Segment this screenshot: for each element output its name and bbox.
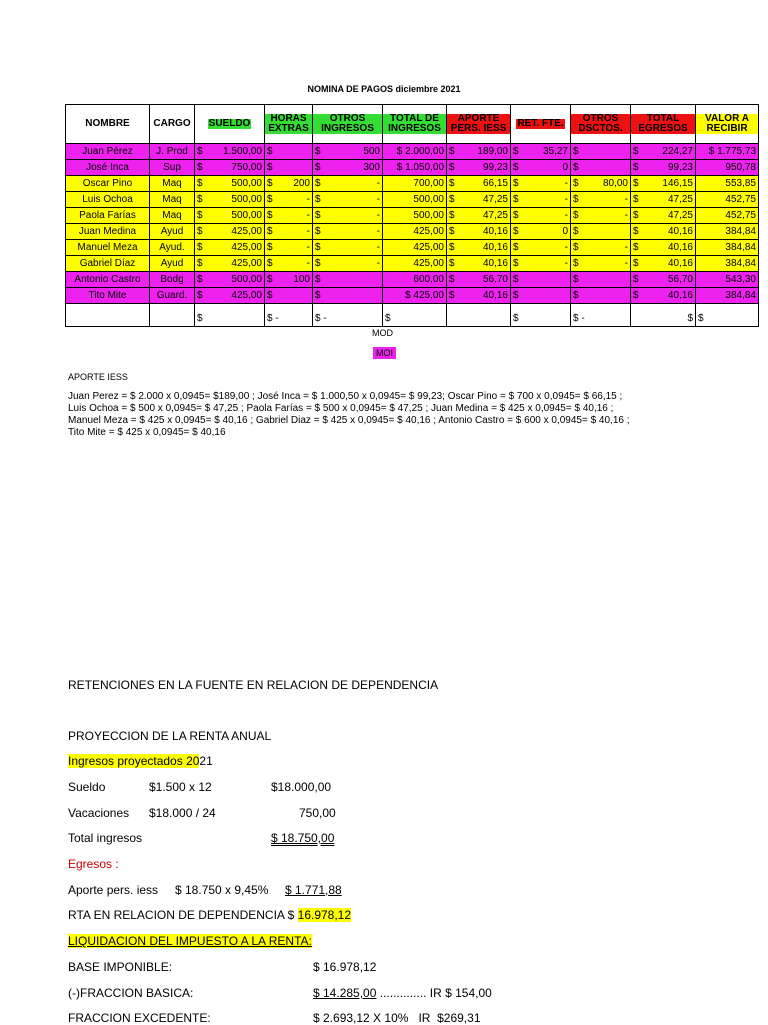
cell-otros: $ 300 [313, 160, 383, 176]
total-ingresos-label: Total ingresos [68, 831, 143, 845]
vacaciones-value: 750,00 [299, 806, 336, 820]
table-row [66, 192, 759, 208]
header-total-egresos: TOTAL EGRESOS [631, 105, 696, 144]
table-row [66, 224, 759, 240]
aporte-pers-label: Aporte pers. iess [68, 883, 159, 897]
cell-egr: $ 56,70 [631, 272, 696, 288]
sueldo-label: Sueldo [68, 780, 106, 794]
cell-total: 500,00 [383, 192, 447, 208]
cell-nombre: Tito Mite [66, 288, 150, 304]
fraccion-basica-row: $ 14.285,00 .............. IR $ 154,00 [313, 986, 492, 1000]
header-otros-ingresos: OTROS INGRESOS [313, 105, 383, 144]
cell-aporte: $ 189,00 [447, 144, 511, 160]
legend-mod: MOD [372, 328, 393, 338]
cell-nombre: José Inca [66, 160, 150, 176]
cell-total: 425,00 [383, 224, 447, 240]
header-otros-descuentos: OTROS DSCTOS. [571, 105, 631, 144]
cell-sueldo: $ 750,00 [195, 160, 265, 176]
header-cargo: CARGO [150, 105, 195, 144]
legend-moi: MOI [373, 347, 396, 359]
cell-egr: $ 40,16 [631, 224, 696, 240]
cell-valor: 553,85 [696, 176, 759, 192]
total-cell-empty [447, 304, 511, 327]
cell-total: 500,00 [383, 208, 447, 224]
cell-nombre: Luis Ochoa [66, 192, 150, 208]
header-nombre: NOMBRE [66, 105, 150, 144]
cell-desc: $ - [571, 240, 631, 256]
cell-nombre: Gabriel Díaz [66, 256, 150, 272]
header-ret-fte: RET. FTE. [511, 105, 571, 144]
cell-valor: 452,75 [696, 208, 759, 224]
cell-horas: $ - [265, 224, 313, 240]
cell-aporte: $ 47,25 [447, 208, 511, 224]
sueldo-calc: $1.500 x 12 [149, 780, 212, 794]
aporte-pers-calc: $ 18.750 x 9,45% [175, 883, 269, 897]
cell-ret: $ - [511, 240, 571, 256]
cell-total: 700,00 [383, 176, 447, 192]
cell-egr: $ 47,25 [631, 192, 696, 208]
cell-total: 600,00 [383, 272, 447, 288]
cell-valor: 543,30 [696, 272, 759, 288]
header-total-ingresos: TOTAL DE INGRESOS [383, 105, 447, 144]
total-cell-valor: $ [696, 304, 759, 327]
cell-valor: 384,84 [696, 288, 759, 304]
cell-desc: $ - [571, 208, 631, 224]
table-row [66, 208, 759, 224]
cell-otros: $ - [313, 256, 383, 272]
cell-otros: $ - [313, 208, 383, 224]
cell-aporte: $ 40,16 [447, 224, 511, 240]
total-cell-horas: $ - [265, 304, 313, 327]
payroll-table [65, 104, 759, 327]
aporte-line: Luis Ochoa = $ 500 x 0,0945= $ 47,25 ; Paola Farías = $ 500 x 0,0945= $ 47,25 ; Juan Medina = $ 425 x 0,0945= $ 40,16 ; [68, 403, 614, 414]
cell-aporte: $ 40,16 [447, 288, 511, 304]
cell-cargo: Ayud [150, 224, 195, 240]
cell-valor: 950,78 [696, 160, 759, 176]
cell-ret: $ - [511, 256, 571, 272]
cell-otros: $ - [313, 240, 383, 256]
cell-cargo: Bodg [150, 272, 195, 288]
cell-total: $ 2.000,00 [383, 144, 447, 160]
cell-valor: 384,84 [696, 240, 759, 256]
total-cell-empty [150, 304, 195, 327]
cell-ret: $ - [511, 208, 571, 224]
header-horas-extras: HORAS EXTRAS [265, 105, 313, 144]
cell-total: $ 1.050,00 [383, 160, 447, 176]
cell-sueldo: $ 500,00 [195, 192, 265, 208]
cell-desc: $ - [571, 256, 631, 272]
aporte-pers-value: $ 1.771,88 [285, 883, 342, 897]
cell-nombre: Oscar Pino [66, 176, 150, 192]
cell-horas: $ - [265, 192, 313, 208]
cell-total: 425,00 [383, 256, 447, 272]
cell-aporte: $ 47,25 [447, 192, 511, 208]
total-cell-ret: $ [511, 304, 571, 327]
cell-horas: $ - [265, 240, 313, 256]
cell-desc: $ 80,00 [571, 176, 631, 192]
total-cell-desc: $ - [571, 304, 631, 327]
cell-sueldo: $ 425,00 [195, 240, 265, 256]
base-imponible-label: BASE IMPONIBLE: [68, 960, 173, 974]
cell-horas: $ - [265, 208, 313, 224]
total-cell-otros: $ - [313, 304, 383, 327]
page-title: NOMINA DE PAGOS diciembre 2021 [307, 84, 461, 94]
total-ingresos-value: $ 18.750,00 [271, 831, 335, 845]
cell-desc: $ [571, 160, 631, 176]
table-header-row [66, 105, 759, 144]
cell-valor: 384,84 [696, 256, 759, 272]
table-row [66, 176, 759, 192]
cell-sueldo: $ 500,00 [195, 272, 265, 288]
cell-desc: $ [571, 144, 631, 160]
cell-sueldo: $ 500,00 [195, 208, 265, 224]
cell-aporte: $ 66,15 [447, 176, 511, 192]
aporte-iess-title: APORTE IESS [68, 372, 128, 382]
cell-sueldo: $ 1.500,00 [195, 144, 265, 160]
base-imponible-value: $ 16.978,12 [313, 960, 377, 974]
cell-otros: $ [313, 272, 383, 288]
cell-cargo: Maq [150, 208, 195, 224]
cell-ret: $ - [511, 192, 571, 208]
egresos-label: Egresos : [68, 857, 119, 871]
header-sueldo: SUELDO [195, 105, 265, 144]
table-row [66, 160, 759, 176]
cell-ret: $ 0 [511, 160, 571, 176]
table-row [66, 240, 759, 256]
cell-sueldo: $ 425,00 [195, 224, 265, 240]
cell-horas: $ 100 [265, 272, 313, 288]
cell-nombre: Paola Farías [66, 208, 150, 224]
cell-egr: $ 146,15 [631, 176, 696, 192]
cell-desc: $ - [571, 192, 631, 208]
cell-nombre: Juan Medina [66, 224, 150, 240]
header-aporte-iess: APORTE PERS. IESS [447, 105, 511, 144]
fraccion-excedente-label: FRACCION EXCEDENTE: [68, 1011, 211, 1025]
liquidacion-title: LIQUIDACION DEL IMPUESTO A LA RENTA: [68, 934, 312, 948]
cell-cargo: J. Prod [150, 144, 195, 160]
cell-horas: $ [265, 144, 313, 160]
cell-total: $ 425,00 [383, 288, 447, 304]
cell-sueldo: $ 425,00 [195, 256, 265, 272]
cell-nombre: Manuel Meza [66, 240, 150, 256]
cell-horas: $ 200 [265, 176, 313, 192]
cell-otros: $ - [313, 192, 383, 208]
fraccion-basica-label: (-)FRACCION BASICA: [68, 986, 194, 1000]
cell-otros: $ - [313, 176, 383, 192]
vacaciones-label: Vacaciones [68, 806, 130, 820]
sueldo-value: $18.000,00 [271, 780, 332, 794]
cell-egr: $ 40,16 [631, 288, 696, 304]
cell-egr: $ 40,16 [631, 256, 696, 272]
cell-ret: $ - [511, 176, 571, 192]
cell-sueldo: $ 425,00 [195, 288, 265, 304]
total-cell-egr: $ [631, 304, 696, 327]
table-row [66, 256, 759, 272]
total-cell-total: $ [383, 304, 447, 327]
cell-cargo: Sup [150, 160, 195, 176]
retenciones-title: RETENCIONES EN LA FUENTE EN RELACION DE DEPENDENCIA [68, 678, 439, 692]
cell-total: 425,00 [383, 240, 447, 256]
cell-otros: $ [313, 288, 383, 304]
cell-aporte: $ 99,23 [447, 160, 511, 176]
cell-horas: $ [265, 160, 313, 176]
aporte-line: Juan Perez = $ 2.000 x 0,0945= $189,00 ; José Inca = $ 1.000,50 x 0,0945= $ 99,23; Oscar Pino = $ 700 x 0,0945= $ 66,15 ; [68, 391, 623, 402]
cell-cargo: Maq [150, 192, 195, 208]
cell-ret: $ [511, 288, 571, 304]
table-row [66, 288, 759, 304]
cell-desc: $ [571, 272, 631, 288]
cell-cargo: Maq [150, 176, 195, 192]
cell-egr: $ 224,27 [631, 144, 696, 160]
cell-horas: $ [265, 288, 313, 304]
totals-row [66, 304, 759, 327]
cell-ret: $ [511, 272, 571, 288]
cell-egr: $ 40,16 [631, 240, 696, 256]
table-row [66, 272, 759, 288]
cell-cargo: Ayud. [150, 240, 195, 256]
cell-egr: $ 99,23 [631, 160, 696, 176]
fraccion-excedente-row: $ 2.693,12 X 10% IR $269,31 [313, 1011, 481, 1025]
cell-valor: 452,75 [696, 192, 759, 208]
vacaciones-calc: $18.000 / 24 [149, 806, 216, 820]
cell-aporte: $ 40,16 [447, 256, 511, 272]
cell-nombre: Antonio Castro [66, 272, 150, 288]
cell-valor: 384,84 [696, 224, 759, 240]
cell-horas: $ - [265, 256, 313, 272]
rta-dependencia: RTA EN RELACION DE DEPENDENCIA $ 16.978,12 [68, 908, 352, 922]
cell-cargo: Guard. [150, 288, 195, 304]
proyeccion-title: PROYECCION DE LA RENTA ANUAL [68, 729, 272, 743]
cell-nombre: Juan Pérez [66, 144, 150, 160]
cell-sueldo: $ 500,00 [195, 176, 265, 192]
cell-desc: $ [571, 288, 631, 304]
cell-aporte: $ 56,70 [447, 272, 511, 288]
cell-ret: $ 35,27 [511, 144, 571, 160]
aporte-iess-calculations [68, 391, 630, 439]
aporte-line: Manuel Meza = $ 425 x 0,0945= $ 40,16 ; Gabriel Diaz = $ 425 x 0,0945= $ 40,16 ; Antonio Castro = $ 600 x 0,0945= $ 40,16 ; [68, 415, 630, 426]
cell-valor: $ 1.775,73 [696, 144, 759, 160]
cell-otros: $ 500 [313, 144, 383, 160]
ingresos-proyectados-label: Ingresos proyectados 2021 [68, 754, 213, 768]
total-cell-sueldo: $ [195, 304, 265, 327]
cell-aporte: $ 40,16 [447, 240, 511, 256]
cell-ret: $ 0 [511, 224, 571, 240]
cell-egr: $ 47,25 [631, 208, 696, 224]
cell-desc: $ [571, 224, 631, 240]
aporte-line: Tito Mite = $ 425 x 0,0945= $ 40,16 [68, 427, 226, 438]
cell-cargo: Ayud [150, 256, 195, 272]
table-row [66, 144, 759, 160]
cell-otros: $ - [313, 224, 383, 240]
header-valor-recibir: VALOR A RECIBIR [696, 105, 759, 144]
total-cell-empty [66, 304, 150, 327]
